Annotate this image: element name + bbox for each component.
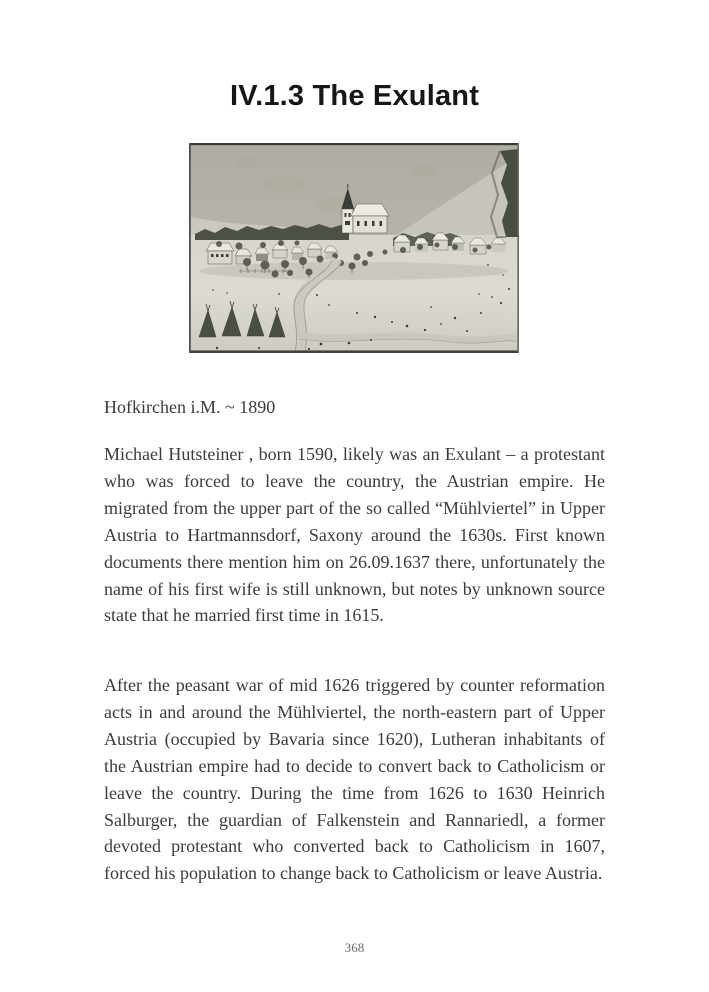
paragraph-michael-hutsteiner: Michael Hutsteiner , born 1590, likely was an Exulant – a protestant who was forced to leave the country, the Austrian empire. He migrated from the upper part of the so called “Mühlviertel” in Upper Austria to Hartmannsdorf, Saxony around the 1630s. First known documents there mention him on 26.09.1637 there, unfortunately the name of his first wife is still unknown, but notes by unknown source state that he married first time in 1615. <box>104 444 605 626</box>
paragraph-peasant-war: After the peasant war of mid 1626 triggered by counter reformation acts in and around the Mühlviertel, the north-eastern part of Upper Austria (occupied by Bavaria since 1620), Lutheran inhabitants of the Austrian empire had to decide to convert back to Catholicism or leave the country. During the time from 1626 to 1630 Heinrich Salburger, the guardian of Falkenstein and Rannariedl, a former devoted protestant who converted back to Catholicism in 1607, forced his population to change back to Catholicism or leave Austria. <box>104 675 605 884</box>
village-winter-drawing <box>189 143 519 353</box>
page-title: IV.1.3 The Exulant <box>229 80 480 112</box>
page-number: 368 <box>344 940 365 955</box>
image-caption: Hofkirchen i.M. ~ 1890 <box>104 397 276 417</box>
village-drawing-figure <box>189 143 519 353</box>
